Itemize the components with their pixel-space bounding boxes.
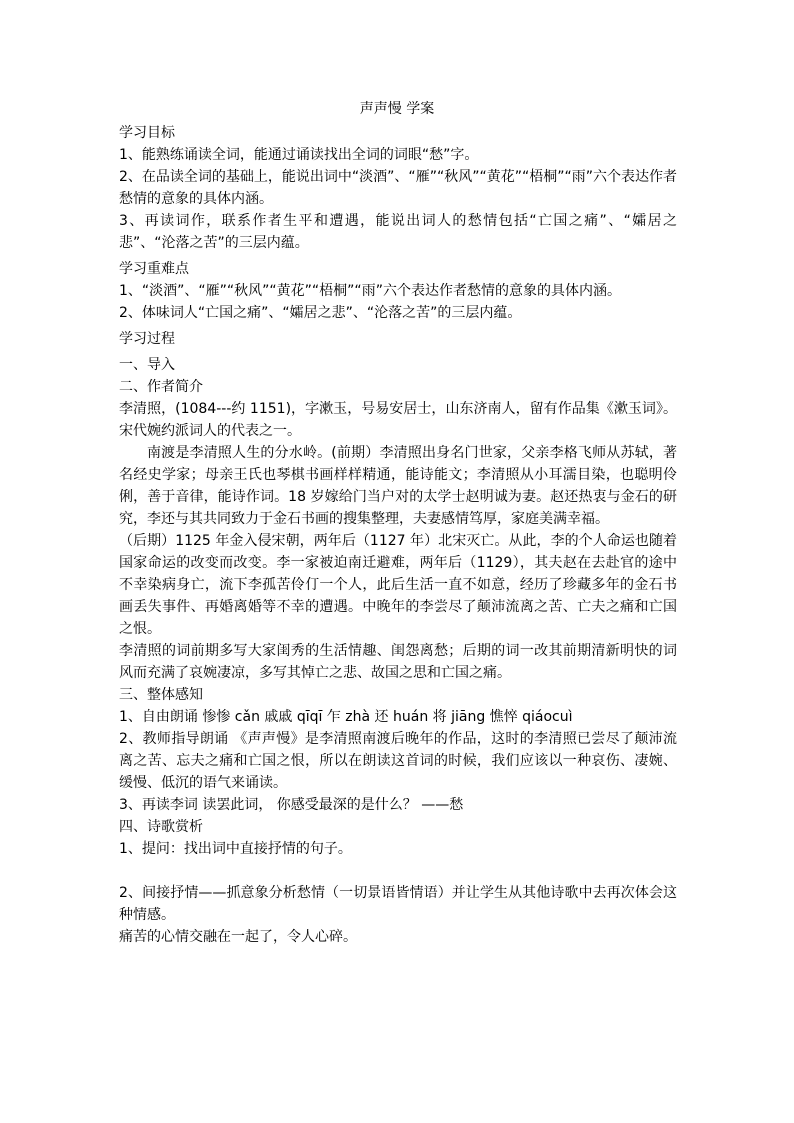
author-late-life: （后期）1125 年金入侵宋朝，两年后（1127 年）北宋灭亡。从此，李的个人命运也随着国家命运的改变而改变。李一家被迫南迁避难，两年后（1129），其夫赵在去赴官的途中不幸染病身亡，流下李孤苦伶仃一个人，此后生活一直不如意，经历了珍藏多年的金石书画丢失事件、再婚离婚等不幸的遭遇。中晚年的李尝尽了颠沛流离之苦、亡夫之痛和亡国之恨。 — [119, 533, 677, 637]
key-point-item: 2、体味词人“亡国之痛”、“孀居之悲”、“沦落之苦”的三层内蕴。 — [119, 305, 522, 321]
section-overall: 三、整体感知 — [119, 687, 203, 703]
appreciate-item: 2、间接抒情——抓意象分析愁情（一切景语皆情语）并让学生从其他诗歌中去再次体会这种情感。 — [119, 885, 677, 923]
goal-item: 1、能熟练诵读全词，能通过诵读找出全词的词眼“愁”字。 — [119, 147, 479, 163]
author-bio: 李清照，(1084---约 1151)，字漱玉，号易安居士，山东济南人，留有作品集《漱玉词》。宋代婉约派词人的代表之一。 — [119, 401, 677, 439]
goal-item: 2、在品读全词的基础上，能说出词中“淡酒”、“雁”“秋风”“黄花”“梧桐”“雨”六个表达作者愁情的意象的具体内涵。 — [119, 169, 677, 207]
perceive-item: 2、教师指导朗诵 《声声慢》是李清照南渡后晚年的作品，这时的李清照已尝尽了颠沛流离之苦、忘夫之痛和亡国之恨，所以在朗读这首词的时候，我们应该以一种哀伤、凄婉、缓慢、低沉的语气来诵读。 — [119, 731, 677, 791]
perceive-item: 1、自由朗诵 惨惨 cǎn 戚戚 qīqī 乍 zhà 还 huán 将 jiāng 憔悴 qiáocuì — [119, 709, 573, 725]
key-points-heading: 学习重难点 — [119, 261, 189, 277]
document-body — [119, 122, 677, 948]
page-title: 声声慢 学案 — [359, 101, 435, 117]
closing-line: 痛苦的心情交融在一起了，令人心碎。 — [119, 929, 357, 945]
author-works: 李清照的词前期多写大家闺秀的生活情趣、闺怨离愁；后期的词一改其前期清新明快的词风而充满了哀婉凄凉，多写其悼亡之悲、故国之思和亡国之痛。 — [119, 643, 677, 681]
section-appreciation: 四、诗歌赏析 — [119, 819, 203, 835]
section-intro: 一、导入 — [119, 357, 175, 373]
key-point-item: 1、“淡酒”、“雁”“秋风”“黄花”“梧桐”“雨”六个表达作者愁情的意象的具体内涵。 — [119, 283, 621, 299]
author-early-life: 南渡是李清照人生的分水岭。(前期）李清照出身名门世家，父亲李格飞师从苏轼，著名经史学家；母亲王氏也琴棋书画样样精通，能诗能文；李清照从小耳濡目染，也聪明伶俐，善于音律，能诗作词。18 岁嫁给门当户对的太学士赵明诚为妻。赵还热衷与金石的研究，李还与其共同致力于金石书画的搜集整理，夫妻感情笃厚，家庭美满幸福。 — [119, 445, 677, 527]
process-heading: 学习过程 — [119, 331, 175, 347]
goal-item: 3、再读词作，联系作者生平和遭遇，能说出词人的愁情包括“亡国之痛”、“孀居之悲”、“沦落之苦”的三层内蕴。 — [119, 213, 677, 251]
perceive-item: 3、再读李词 读罢此词， 你感受最深的是什么？ ——愁 — [119, 797, 464, 813]
appreciate-item: 1、提问：找出词中直接抒情的句子。 — [119, 841, 352, 857]
goals-heading: 学习目标 — [119, 125, 175, 141]
section-author: 二、作者简介 — [119, 379, 203, 395]
